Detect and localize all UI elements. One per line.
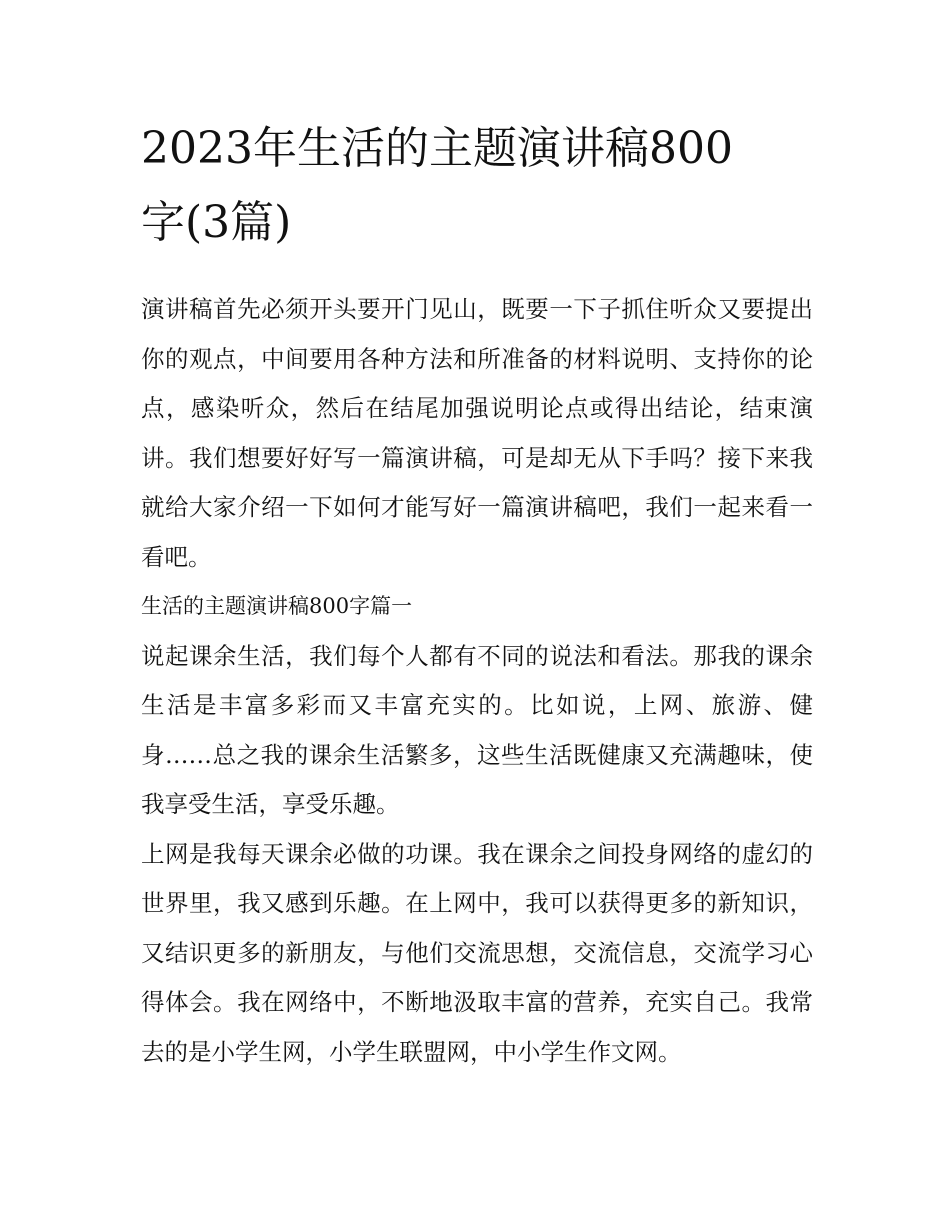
intro-paragraph: 演讲稿首先必须开头要开门见山，既要一下子抓住听众又要提出你的观点，中间要用各种方法和所准备的材料说明、支持你的论点，感染听众，然后在结尾加强说明论点或得出结论，结束演讲。我们想要好好写一篇演讲稿，可是却无从下手吗？接下来我就给大家介绍一下如何才能写好一篇演讲稿吧，我们一起来看一看吧。 [141, 295, 813, 571]
document-page [141, 112, 813, 1077]
document-title [141, 112, 813, 260]
title-line-1: 2023年生活的主题演讲稿800 [141, 123, 733, 174]
body-paragraph-1: 说起课余生活，我们每个人都有不同的说法和看法。那我的课余生活是丰富多彩而又丰富充实的。比如说，上网、旅游、健身……总之我的课余生活繁多，这些生活既健康又充满趣味，使我享受生活，享受乐趣。 [141, 641, 813, 818]
title-line-2: 字(3篇) [141, 197, 292, 248]
body-paragraph-2: 上网是我每天课余必做的功课。我在课余之间投身网络的虚幻的世界里，我又感到乐趣。在上网中，我可以获得更多的新知识，又结识更多的新朋友，与他们交流思想，交流信息，交流学习心得体会。我在网络中，不断地汲取丰富的营养，充实自己。我常去的是小学生网，小学生联盟网，中小学生作文网。 [141, 839, 813, 1066]
section-heading: 生活的主题演讲稿800字篇一 [141, 594, 413, 618]
